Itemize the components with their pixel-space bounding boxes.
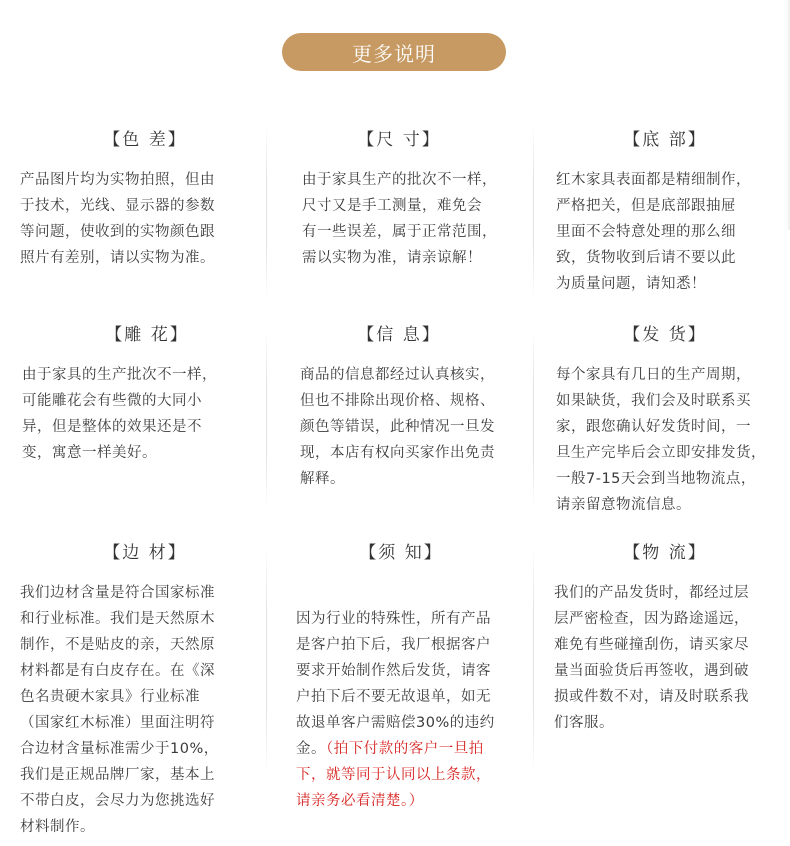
- section-title: 更多说明: [352, 41, 436, 66]
- block-title: 【边 材】: [103, 543, 187, 563]
- info-block-notice: [296, 540, 526, 814]
- block-title: 【雕 花】: [105, 325, 189, 345]
- column-divider: [533, 545, 534, 775]
- block-text: 我们边材含量是符合国家标准 和行业标准。我们是天然原木 制作，不是贴皮的亲，天然原 材料都是有白皮存在。在《深 色名贵硬木家具》行业标准 （国家红木标准）里面注明符 合边材含量标准需少于10%， 我们是正规品牌厂家，基本上 不带白皮，会尽力为您挑选好 材料制作。: [20, 585, 219, 835]
- block-title: 【须 知】: [359, 543, 443, 563]
- warning-text: （拍下付款的客户一旦拍 下，就等同于认同以上条款， 请亲务必看清楚。）: [296, 741, 491, 809]
- block-text: 商品的信息都经过认真核实， 但也不排除出现价格、规格、 颜色等错误，此种情况一旦发 现，本店有权向买家作出免责 解释。: [300, 367, 495, 487]
- block-title: 【物 流】: [623, 543, 707, 563]
- block-title: 【发 货】: [623, 325, 707, 345]
- column-divider: [533, 125, 534, 300]
- info-block-color-difference: [20, 127, 270, 271]
- block-text: 因为行业的特殊性，所有产品 是客户拍下后，我厂根据客户 要求开始制作然后发货，请客 户拍下后不要无故退单，如无 故退单客户需赔偿30%的违约 金。: [296, 611, 495, 757]
- info-block-bottom: [556, 127, 788, 297]
- block-text: 由于家具的生产批次不一样， 可能雕花会有些微的大同小 异，但是整体的效果还是不 变，寓意一样美好。: [22, 367, 217, 461]
- info-block-sapwood: [20, 540, 270, 840]
- column-divider: [533, 330, 534, 510]
- info-block-shipping: [556, 322, 788, 518]
- info-block-logistics: [554, 540, 788, 736]
- block-title: 【底 部】: [623, 130, 707, 150]
- info-block-carving: [22, 322, 272, 466]
- block-title: 【色 差】: [103, 130, 187, 150]
- block-text: 产品图片均为实物拍照，但由 于技术，光线、显示器的参数 等问题，使收到的实物颜色跟 照片有差别，请以实物为准。: [20, 172, 215, 266]
- block-title: 【信 息】: [357, 325, 441, 345]
- block-text-wrapper: [296, 580, 526, 814]
- block-title: 【尺 寸】: [357, 130, 441, 150]
- block-text: 由于家具生产的批次不一样， 尺寸又是手工测量，难免会 有一些误差，属于正常范围， 需以实物为准，请亲谅解！: [302, 172, 497, 266]
- info-block-size: [302, 127, 524, 271]
- info-block-information: [300, 322, 524, 492]
- block-text: 每个家具有几日的生产周期， 如果缺货，我们会及时联系买 家，跟您确认好发货时间，一 旦生产完毕后会立即安排发货， 一般7-15天会到当地物流点， 请亲留意物流信息。: [556, 367, 766, 513]
- section-title-pill: [282, 33, 506, 71]
- block-text: 我们的产品发货时，都经过层 层严密检查，因为路途遥远， 难免有些碰撞刮伤，请买家尽 量当面验货后再签收，遇到破 损或件数不对，请及时联系我 们客服。: [554, 585, 749, 731]
- block-text: 红木家具表面都是精细制作， 严格把关，但是底部跟抽屉 里面不会特意处理的那么细 致，货物收到后请不要以此 为质量问题，请知悉！: [556, 172, 751, 292]
